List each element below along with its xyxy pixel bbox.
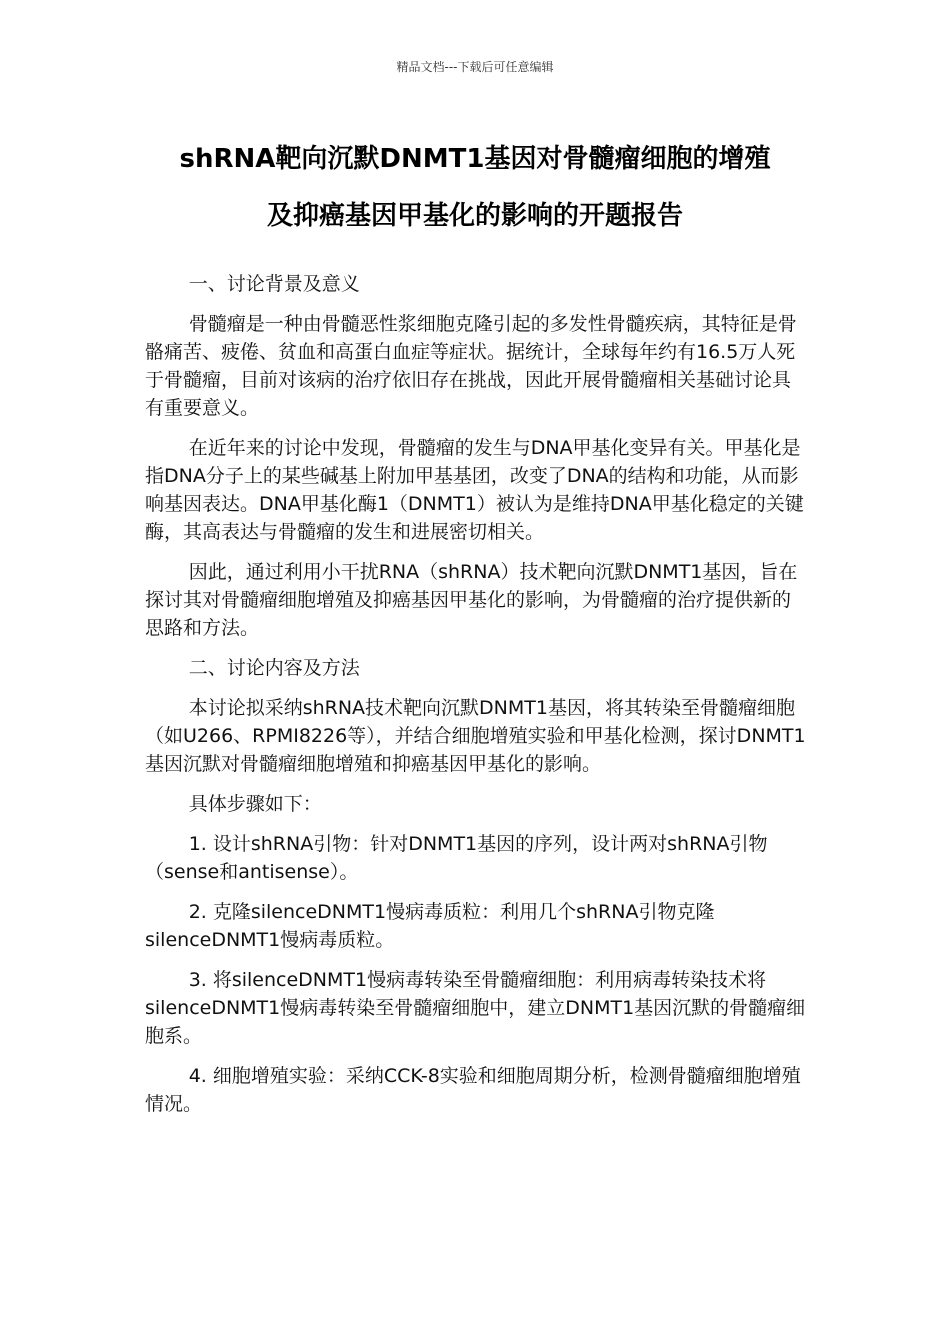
document-title-line-1: shRNA靶向沉默DNMT1基因对骨髓瘤细胞的增殖: [179, 144, 771, 174]
document-body: [145, 270, 807, 1130]
document-title-line-2: 及抑癌基因甲基化的影响的开题报告: [266, 201, 683, 231]
page-header: 精品文档---下载后可任意编辑: [396, 60, 554, 74]
step-3: 3. 将silenceDNMT1慢病毒转染至骨髓瘤细胞：利用病毒转染技术将silenceDNMT1慢病毒转染至骨髓瘤细胞中，建立DNMT1基因沉默的骨髓瘤细胞系。: [145, 969, 806, 1047]
paragraph-methods-intro: 本讨论拟采纳shRNA技术靶向沉默DNMT1基因，将其转染至骨髓瘤细胞（如U266、RPMI8226等），并结合细胞增殖实验和甲基化检测，探讨DNMT1基因沉默对骨髓瘤细胞增殖和抑癌基因甲基化的影响。: [145, 697, 806, 775]
paragraph-background-3: 因此，通过利用小干扰RNA（shRNA）技术靶向沉默DNMT1基因，旨在探讨其对骨髓瘤细胞增殖及抑癌基因甲基化的影响，为骨髓瘤的治疗提供新的思路和方法。: [145, 561, 798, 639]
paragraph-steps-intro: 具体步骤如下：: [188, 793, 322, 815]
step-1: 1. 设计shRNA引物：针对DNMT1基因的序列，设计两对shRNA引物（sense和antisense）。: [145, 833, 768, 883]
section-heading-background: 一、讨论背景及意义: [188, 273, 360, 295]
paragraph-background-1: 骨髓瘤是一种由骨髓恶性浆细胞克隆引起的多发性骨髓疾病，其特征是骨骼痛苦、疲倦、贫血和高蛋白血症等症状。据统计，全球每年约有16.5万人死于骨髓瘤，目前对该病的治疗依旧存在挑战，因此开展骨髓瘤相关基础讨论具有重要意义。: [145, 313, 797, 419]
paragraph-background-2: 在近年来的讨论中发现，骨髓瘤的发生与DNA甲基化变异有关。甲基化是指DNA分子上的某些碱基上附加甲基基团，改变了DNA的结构和功能，从而影响基因表达。DNA甲基化酶1（DNMT1）被认为是维持DNA甲基化稳定的关键酶，其高表达与骨髓瘤的发生和进展密切相关。: [145, 437, 804, 543]
section-heading-methods: 二、讨论内容及方法: [188, 657, 360, 679]
step-4: 4. 细胞增殖实验：采纳CCK-8实验和细胞周期分析，检测骨髓瘤细胞增殖情况。: [145, 1065, 801, 1115]
step-2: 2. 克隆silenceDNMT1慢病毒质粒：利用几个shRNA引物克隆silenceDNMT1慢病毒质粒。: [145, 901, 715, 951]
